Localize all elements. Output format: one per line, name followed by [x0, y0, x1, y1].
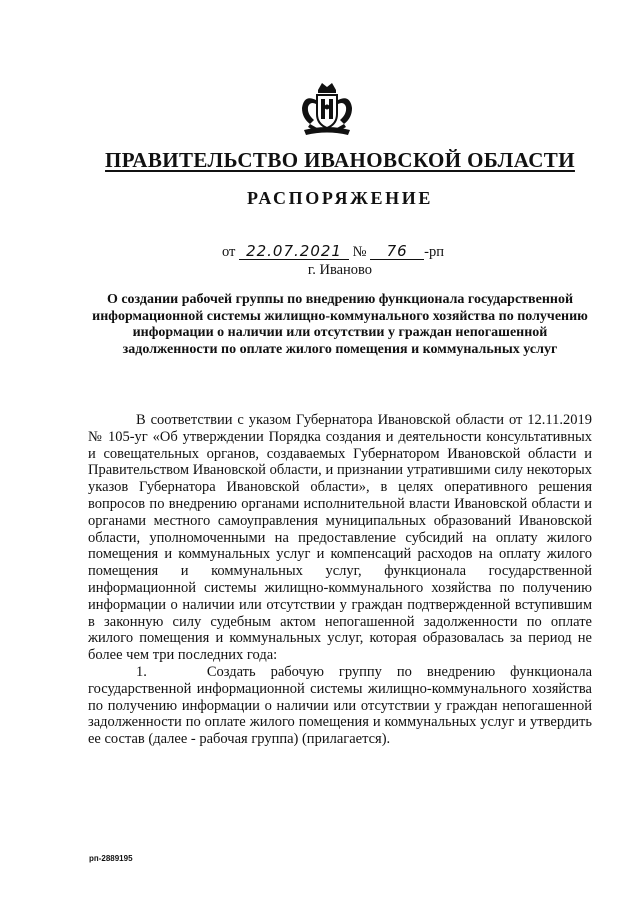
document-body [88, 412, 592, 748]
city: г. Иваново [307, 262, 373, 278]
registration-code: рп-2889195 [89, 854, 133, 863]
date-prefix: от [222, 244, 236, 260]
number-label: № [352, 244, 367, 260]
item-1-number: 1. [136, 663, 147, 680]
coat-of-arms-icon [296, 80, 358, 140]
number-suffix: -рп [424, 244, 444, 260]
item-1-text: Создать рабочую группу по внедрению функционала государственной информационной системы жилищно-коммунального хозяйства по получению информации о наличии или отсутствии у граждан непогашенной задолженности по оплате жилого помещения и коммунальных услуг и утвердить ее состав (далее - рабочая группа) (прилагается). [88, 663, 593, 748]
document-subject: О создании рабочей группы по внедрению функционала государственной информационной системы жилищно-коммунального хозяйства по получению информации о наличии или отсутствии у граждан непогашенной задолженности по оплате жилого помещения и коммунальных услуг [92, 292, 588, 357]
document-type: РАСПОРЯЖЕНИЕ [247, 188, 433, 208]
government-title [0, 148, 640, 173]
government-title-text: ПРАВИТЕЛЬСТВО ИВАНОВСКОЙ ОБЛАСТИ [105, 148, 575, 172]
item-1-paragraph [88, 664, 592, 748]
dateline [222, 244, 444, 261]
handwritten-number: 76 [370, 244, 424, 260]
handwritten-date: 22.07.2021 [239, 244, 349, 260]
preamble-paragraph: В соответствии с указом Губернатора Ивановской области от 12.11.2019 № 105-уг «Об утверждении Порядка создания и деятельности консультативных и совещательных органов, создаваемых Губернатором Ивановской области и Правительством Ивановской области, и признании утратившими силу некоторых указов Губернатора Ивановской области», в целях оперативного решения вопросов по внедрению органами исполнительной власти Ивановской области и органами местного самоуправления муниципальных образований Ивановской области, уполномоченными на предоставление субсидий на оплату жилого помещения и коммунальных услуг и компенсаций расходов на оплату жилого помещения и коммунальных услуг, функционала государственной информационной системы жилищно-коммунального хозяйства по получению информации о наличии или отсутствии у граждан подтвержденной вступившим в законную силу судебным актом непогашенной задолженности по оплате жилого помещения и коммунальных услуг, которая образовалась за период не более чем три последних года: [88, 412, 592, 664]
